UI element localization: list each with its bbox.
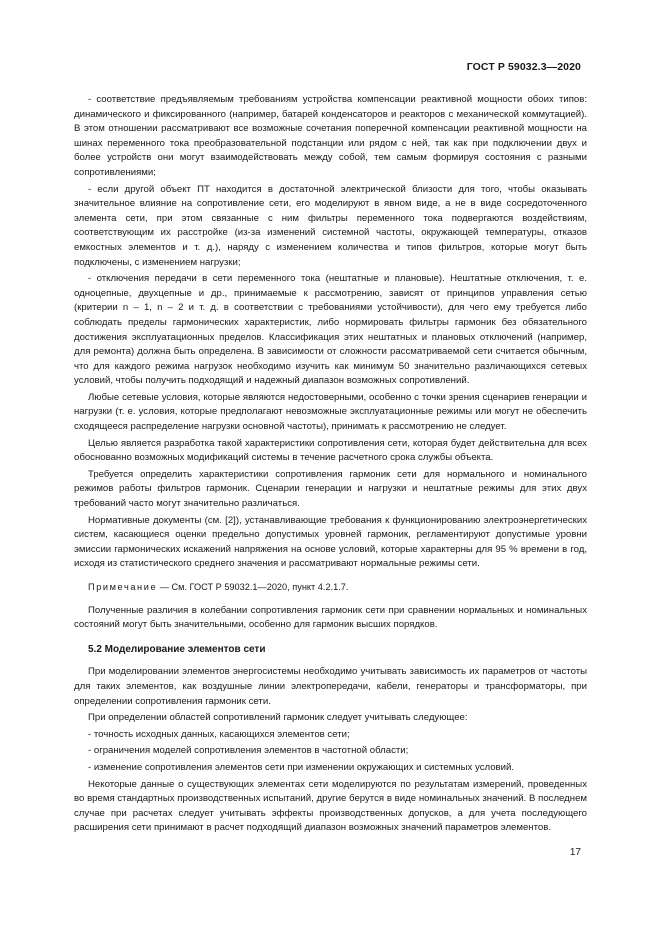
paragraph: Требуется определить характеристики сопротивления гармоник сети для нормального и номинального режимов работы фильтров гармоник. Сценарии генерации и нагрузки и нештатные режимы для этих двух требований часто могут значительно различаться. bbox=[74, 468, 587, 510]
note-label: Примечание bbox=[88, 582, 158, 592]
paragraph: - соответствие предъявляемым требованиям устройства компенсации реактивной мощности обоих типов: динамического и фиксированного (например, батарей конденсаторов и реакторов с механической коммутацией). В этом отношении рассматривают все возможные сочетания поперечной компенсации реактивной мощности на шинах переменного тока преобразовательной подстанции или рядом с ней, так как при подключении двух и более устройств они могут взаимодействовать между собой, тем самым формируя состояния с разными сопротивлениями; bbox=[74, 94, 587, 178]
paragraph: Целью является разработка такой характеристики сопротивления сети, которая будет действительна для всех обоснованно возможных модификаций системы в течение расчетного срока службы объекта. bbox=[74, 437, 587, 464]
paragraph: При моделировании элементов энергосистемы необходимо учитывать зависимость их параметров от частоты для таких элементов, как воздушные линии электропередачи, кабели, генераторы и трансформаторы, при определении сопротивления гармоник сети. bbox=[74, 666, 587, 707]
list-item: - изменение сопротивления элементов сети при изменении окружающих и системных условий. bbox=[88, 761, 515, 773]
page-number: 17 bbox=[569, 847, 581, 858]
list-item: - точность исходных данных, касающихся элементов сети; bbox=[88, 728, 350, 740]
paragraph: Некоторые данные о существующих элементах сети моделируются по результатам измерений, проведенных во время стандартных производственных испытаний, другие берутся в виде номинальных значений. В последнем случае при расчетах следует учитывать эффекты производственных допусков, а для учета последующего расширения сети принимают в расчет подходящий диапазон возможных значений параметров элементов. bbox=[74, 778, 587, 834]
paragraph: - отключения передачи в сети переменного тока (нештатные и плановые). Нештатные отключения, т. е. одноцепные, двухцепные и др., принимаемые к рассмотрению, зависят от принципов управления сетью (критерии n – 1, n – 2 и т. д. в соответствии с требованиями устойчивости), для чего ему требуется либо соблюдать пределы гармонических характеристик, либо нормировать фильтры гармоник без обязательного достижения эксплуатационных пределов. Классификация этих нештатных и плановых отключений (например, для ремонта) должна быть определена. В зависимости от сложности рассматриваемой сети считается обычным, что для каждого режима нагрузок необходимо изучить как минимум 50 значительно различающихся сетевых условий, чтобы получить подходящий и надежный диапазон возможных сопротивлений. bbox=[74, 273, 587, 387]
paragraph: При определении областей сопротивлений гармоник следует учитывать следующее: bbox=[88, 712, 468, 724]
paragraph: - если другой объект ПТ находится в достаточной электрической близости для того, чтобы оказывать значительное влияние на сопротивление сети, его моделируют в явном виде, а не в виде сосредоточенного элемента сети, при этом связанные с ним фильтры переменного тока подвергаются воздействиям, соответствующим их расстройке (из-за изменений системной частоты, окружающей температуры, отказов емкостных элементов и т. д.), наряду с изменением количества и типов фильтров, которые могут быть подключены, с изменением нагрузки; bbox=[74, 183, 587, 268]
paragraph: Любые сетевые условия, которые являются недостоверными, особенно с точки зрения сценариев генерации и нагрузки (т. е. условия, которые предполагают невозможные эксплуатационные режимы или могут не обеспечить сходящееся распределение нагрузки основной частоты), принимать к рассмотрению не следует. bbox=[74, 391, 587, 433]
section-heading: 5.2 Моделирование элементов сети bbox=[88, 643, 266, 655]
note-text: — См. ГОСТ Р 59032.1—2020, пункт 4.2.1.7. bbox=[157, 582, 349, 592]
paragraph: Полученные различия в колебании сопротивления гармоник сети при сравнении нормальных и номинальных состояний могут быть значительными, особенно для гармоник высших порядков. bbox=[74, 604, 587, 631]
document-body bbox=[74, 93, 587, 838]
paragraph: Нормативные документы (см. [2]), устанавливающие требования к функционированию электроэнергетических систем, касающиеся оценки предельно допустимых уровней гармоник, регламентируют допустимые уровни эмиссии гармонических искажений напряжения на основе условий, которые характерны для 95 % времени в год, исходя из статистического среднего значения и рассматривают нормальные режимы сети. bbox=[74, 514, 587, 570]
list-item: - ограничения моделей сопротивления элементов в частотной области; bbox=[88, 745, 409, 757]
note bbox=[74, 580, 587, 595]
document-header: ГОСТ Р 59032.3—2020 bbox=[466, 61, 581, 73]
